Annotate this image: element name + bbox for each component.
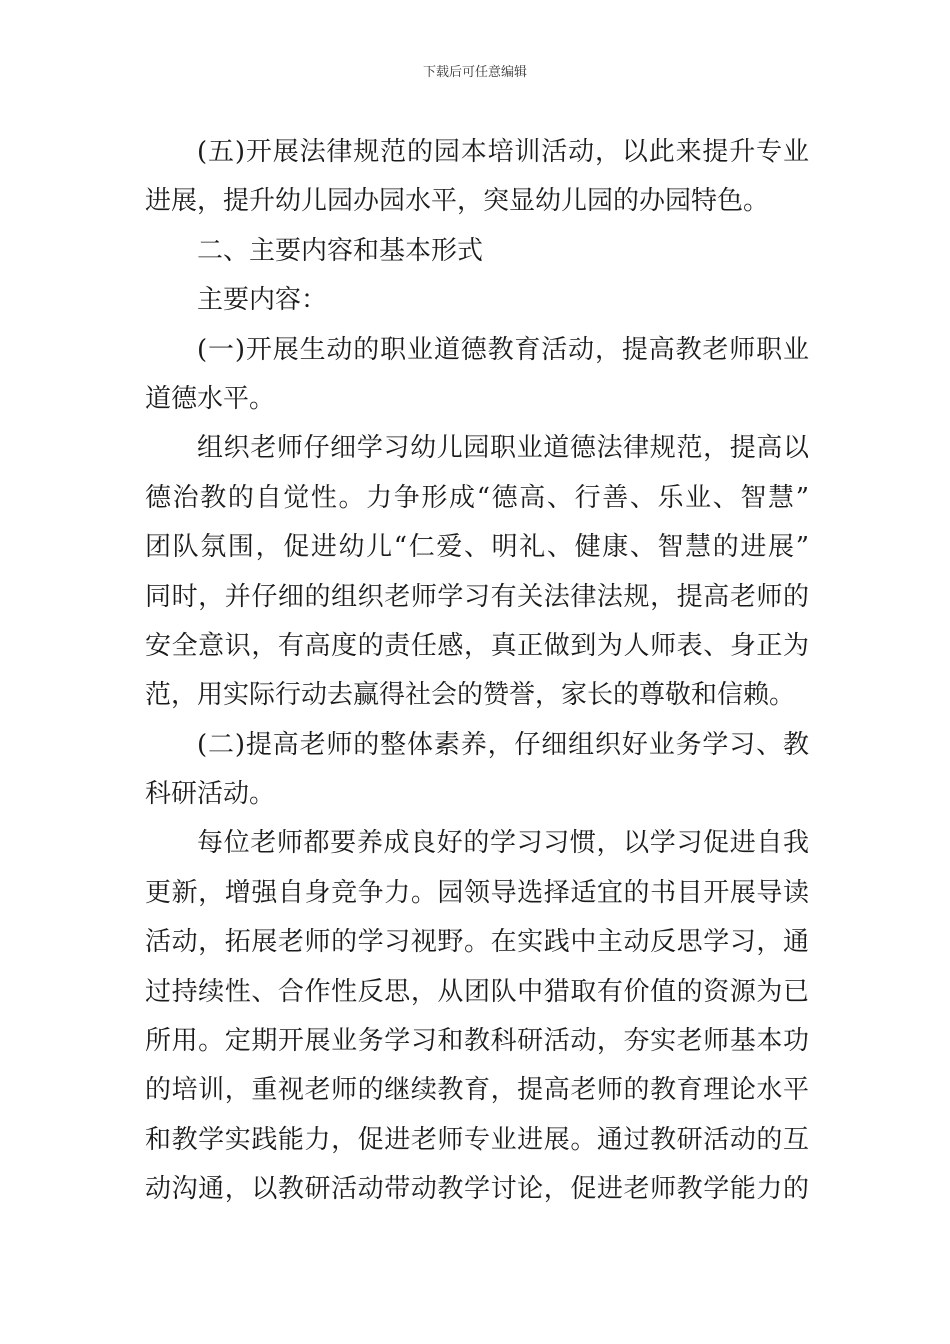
page-header-note: 下载后可任意编辑 xyxy=(422,65,527,80)
text-line: 过持续性、合作性反思，从团队中猎取有价值的资源为已 xyxy=(145,976,809,1007)
text-line: 道德水平。 xyxy=(145,383,276,414)
text-line: 组织老师仔细学习幼儿园职业道德法律规范，提高以 xyxy=(197,433,809,464)
document-body xyxy=(145,128,809,1215)
text-line: (五)开展法律规范的园本培训活动，以此来提升专业 xyxy=(197,137,809,167)
text-line: 团队氛围，促进幼儿“仁爱、明礼、健康、智慧的进展” xyxy=(145,532,809,563)
text-line: 进展，提升幼儿园办园水平，突显幼儿园的办园特色。 xyxy=(145,186,770,217)
text-line: 和教学实践能力，促进老师专业进展。通过教研活动的互 xyxy=(145,1124,809,1155)
text-line: 安全意识，有高度的责任感，真正做到为人师表、身正为 xyxy=(145,630,809,661)
text-line: 二、主要内容和基本形式 xyxy=(197,235,484,266)
text-line: 每位老师都要养成良好的学习习惯，以学习促进自我 xyxy=(197,828,809,859)
text-line: 科研活动。 xyxy=(145,779,276,810)
text-line: 主要内容： xyxy=(197,285,328,316)
text-line: 范，用实际行动去赢得社会的赞誉，家长的尊敬和信赖。 xyxy=(145,680,796,711)
text-line: 的培训，重视老师的继续教育，提高老师的教育理论水平 xyxy=(145,1075,809,1106)
text-line: 同时，并仔细的组织老师学习有关法律法规，提高老师的 xyxy=(145,581,809,612)
text-line: 所用。定期开展业务学习和教科研活动，夯实老师基本功 xyxy=(145,1026,809,1057)
text-line: 动沟通，以教研活动带动教学讨论，促进老师教学能力的 xyxy=(145,1174,809,1205)
text-line: 德治教的自觉性。力争形成“德高、行善、乐业、智慧” xyxy=(145,482,809,513)
text-line: (一)开展生动的职业道德教育活动，提高教老师职业 xyxy=(197,334,809,365)
text-line: 更新，增强自身竞争力。园领导选择适宜的书目开展导读 xyxy=(145,877,809,908)
text-line: (二)提高老师的整体素养，仔细组织好业务学习、教 xyxy=(197,729,809,760)
text-line: 活动，拓展老师的学习视野。在实践中主动反思学习，通 xyxy=(145,927,809,958)
